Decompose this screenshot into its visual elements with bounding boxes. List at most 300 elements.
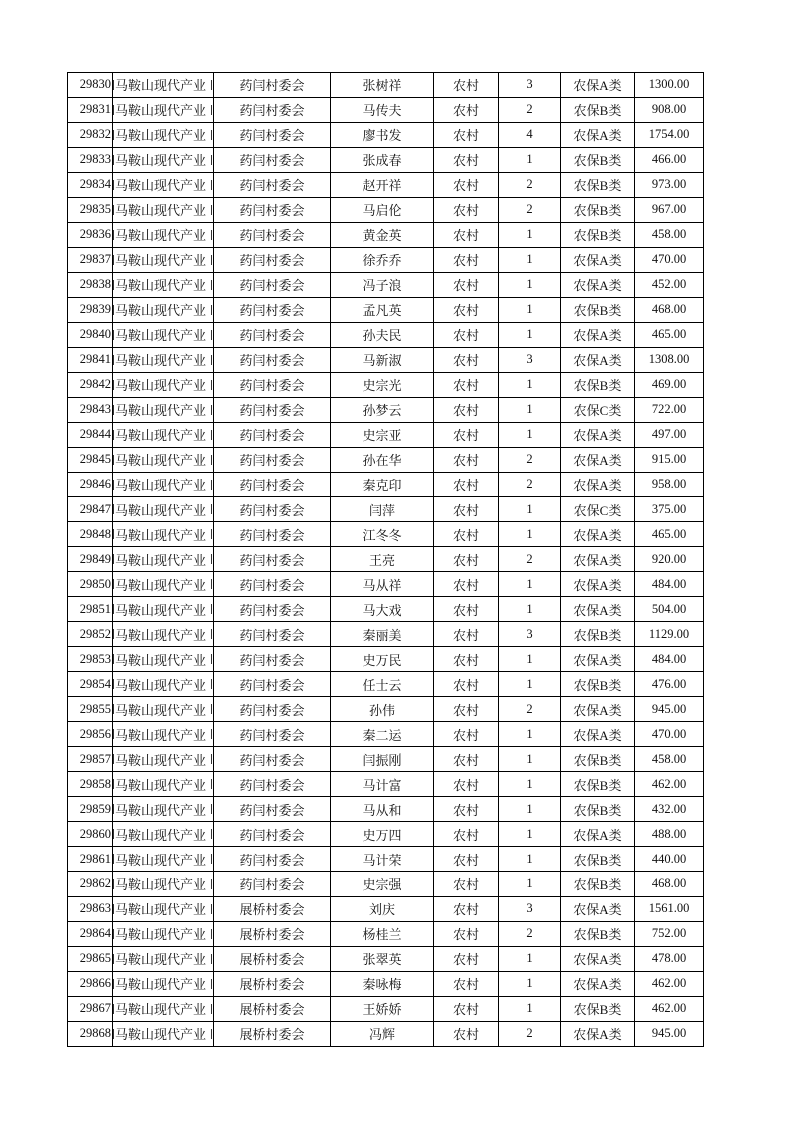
name-cell: 冯子浪: [331, 272, 434, 297]
village-cell: 药闫村委会: [214, 372, 331, 397]
amount-cell: 915.00: [635, 447, 704, 472]
org-cell: 马鞍山现代产业: [113, 222, 214, 247]
amount-cell: 967.00: [635, 197, 704, 222]
org-cell: 马鞍山现代产业: [113, 697, 214, 722]
village-cell: 药闫村委会: [214, 822, 331, 847]
table-row: [68, 247, 704, 272]
category-cell: 农保A类: [561, 647, 635, 672]
count-cell: 3: [499, 622, 561, 647]
org-cell: 马鞍山现代产业: [113, 572, 214, 597]
table-row: [68, 497, 704, 522]
area-cell: 农村: [434, 622, 499, 647]
area-cell: 农村: [434, 147, 499, 172]
name-cell: 秦咏梅: [331, 971, 434, 996]
table-row: [68, 447, 704, 472]
id-cell: 29837: [68, 247, 113, 272]
category-cell: 农保A类: [561, 697, 635, 722]
category-cell: 农保C类: [561, 397, 635, 422]
table-row: [68, 197, 704, 222]
category-cell: 农保A类: [561, 1021, 635, 1046]
area-cell: 农村: [434, 672, 499, 697]
id-cell: 29857: [68, 747, 113, 772]
name-cell: 王娇娇: [331, 996, 434, 1021]
org-cell: 马鞍山现代产业: [113, 747, 214, 772]
table-row: [68, 122, 704, 147]
amount-cell: 466.00: [635, 147, 704, 172]
village-cell: 药闫村委会: [214, 847, 331, 872]
count-cell: 1: [499, 946, 561, 971]
name-cell: 江冬冬: [331, 522, 434, 547]
org-cell: 马鞍山现代产业: [113, 172, 214, 197]
id-cell: 29848: [68, 522, 113, 547]
count-cell: 1: [499, 597, 561, 622]
area-cell: 农村: [434, 797, 499, 822]
area-cell: 农村: [434, 172, 499, 197]
category-cell: 农保B类: [561, 97, 635, 122]
category-cell: 农保B类: [561, 921, 635, 946]
id-cell: 29830: [68, 73, 113, 98]
village-cell: 药闫村委会: [214, 222, 331, 247]
org-cell: 马鞍山现代产业: [113, 996, 214, 1021]
count-cell: 1: [499, 297, 561, 322]
count-cell: 1: [499, 996, 561, 1021]
amount-cell: 470.00: [635, 722, 704, 747]
name-cell: 闫萍: [331, 497, 434, 522]
area-cell: 农村: [434, 847, 499, 872]
count-cell: 1: [499, 772, 561, 797]
category-cell: 农保A类: [561, 322, 635, 347]
org-cell: 马鞍山现代产业: [113, 622, 214, 647]
amount-cell: 920.00: [635, 547, 704, 572]
name-cell: 王亮: [331, 547, 434, 572]
amount-cell: 908.00: [635, 97, 704, 122]
table-row: [68, 347, 704, 372]
count-cell: 2: [499, 547, 561, 572]
village-cell: 展桥村委会: [214, 896, 331, 921]
count-cell: 3: [499, 73, 561, 98]
id-cell: 29849: [68, 547, 113, 572]
area-cell: 农村: [434, 397, 499, 422]
area-cell: 农村: [434, 372, 499, 397]
amount-cell: 465.00: [635, 322, 704, 347]
category-cell: 农保A类: [561, 822, 635, 847]
name-cell: 刘庆: [331, 896, 434, 921]
org-cell: 马鞍山现代产业: [113, 822, 214, 847]
area-cell: 农村: [434, 1021, 499, 1046]
id-cell: 29866: [68, 971, 113, 996]
count-cell: 1: [499, 572, 561, 597]
village-cell: 药闫村委会: [214, 522, 331, 547]
area-cell: 农村: [434, 722, 499, 747]
count-cell: 2: [499, 921, 561, 946]
name-cell: 马大戏: [331, 597, 434, 622]
area-cell: 农村: [434, 222, 499, 247]
area-cell: 农村: [434, 896, 499, 921]
category-cell: 农保A类: [561, 896, 635, 921]
name-cell: 孟凡英: [331, 297, 434, 322]
village-cell: 药闫村委会: [214, 797, 331, 822]
id-cell: 29859: [68, 797, 113, 822]
count-cell: 1: [499, 147, 561, 172]
amount-cell: 504.00: [635, 597, 704, 622]
table-row: [68, 872, 704, 897]
village-cell: 药闫村委会: [214, 73, 331, 98]
category-cell: 农保A类: [561, 447, 635, 472]
village-cell: 展桥村委会: [214, 996, 331, 1021]
area-cell: 农村: [434, 247, 499, 272]
village-cell: 药闫村委会: [214, 697, 331, 722]
area-cell: 农村: [434, 971, 499, 996]
village-cell: 药闫村委会: [214, 622, 331, 647]
name-cell: 张树祥: [331, 73, 434, 98]
org-cell: 马鞍山现代产业: [113, 946, 214, 971]
table-row: [68, 797, 704, 822]
amount-cell: 1308.00: [635, 347, 704, 372]
area-cell: 农村: [434, 73, 499, 98]
table-row: [68, 921, 704, 946]
id-cell: 29841: [68, 347, 113, 372]
category-cell: 农保B类: [561, 747, 635, 772]
name-cell: 史万四: [331, 822, 434, 847]
id-cell: 29840: [68, 322, 113, 347]
org-cell: 马鞍山现代产业: [113, 647, 214, 672]
count-cell: 3: [499, 347, 561, 372]
amount-cell: 945.00: [635, 1021, 704, 1046]
table-row: [68, 946, 704, 971]
org-cell: 马鞍山现代产业: [113, 297, 214, 322]
village-cell: 药闫村委会: [214, 772, 331, 797]
id-cell: 29845: [68, 447, 113, 472]
amount-cell: 462.00: [635, 971, 704, 996]
name-cell: 张翠英: [331, 946, 434, 971]
amount-cell: 462.00: [635, 772, 704, 797]
id-cell: 29847: [68, 497, 113, 522]
category-cell: 农保A类: [561, 522, 635, 547]
count-cell: 2: [499, 447, 561, 472]
name-cell: 马从和: [331, 797, 434, 822]
name-cell: 马启伦: [331, 197, 434, 222]
id-cell: 29855: [68, 697, 113, 722]
village-cell: 药闫村委会: [214, 722, 331, 747]
id-cell: 29867: [68, 996, 113, 1021]
count-cell: 1: [499, 872, 561, 897]
id-cell: 29839: [68, 297, 113, 322]
count-cell: 1: [499, 847, 561, 872]
amount-cell: 469.00: [635, 372, 704, 397]
count-cell: 1: [499, 971, 561, 996]
village-cell: 药闫村委会: [214, 472, 331, 497]
count-cell: 1: [499, 247, 561, 272]
village-cell: 药闫村委会: [214, 122, 331, 147]
amount-cell: 945.00: [635, 697, 704, 722]
org-cell: 马鞍山现代产业: [113, 847, 214, 872]
count-cell: 1: [499, 322, 561, 347]
count-cell: 2: [499, 697, 561, 722]
org-cell: 马鞍山现代产业: [113, 772, 214, 797]
amount-cell: 452.00: [635, 272, 704, 297]
village-cell: 药闫村委会: [214, 172, 331, 197]
name-cell: 秦克印: [331, 472, 434, 497]
count-cell: 2: [499, 97, 561, 122]
amount-cell: 468.00: [635, 872, 704, 897]
amount-cell: 722.00: [635, 397, 704, 422]
count-cell: 1: [499, 747, 561, 772]
category-cell: 农保A类: [561, 472, 635, 497]
village-cell: 药闫村委会: [214, 497, 331, 522]
amount-cell: 462.00: [635, 996, 704, 1021]
org-cell: 马鞍山现代产业: [113, 872, 214, 897]
table-row: [68, 847, 704, 872]
table-row: [68, 772, 704, 797]
amount-cell: 1129.00: [635, 622, 704, 647]
category-cell: 农保A类: [561, 597, 635, 622]
count-cell: 1: [499, 497, 561, 522]
area-cell: 农村: [434, 772, 499, 797]
category-cell: 农保B类: [561, 872, 635, 897]
org-cell: 马鞍山现代产业: [113, 422, 214, 447]
id-cell: 29861: [68, 847, 113, 872]
count-cell: 4: [499, 122, 561, 147]
village-cell: 药闫村委会: [214, 747, 331, 772]
name-cell: 秦二运: [331, 722, 434, 747]
id-cell: 29838: [68, 272, 113, 297]
table-row: [68, 971, 704, 996]
id-cell: 29856: [68, 722, 113, 747]
category-cell: 农保B类: [561, 672, 635, 697]
org-cell: 马鞍山现代产业: [113, 1021, 214, 1046]
org-cell: 马鞍山现代产业: [113, 122, 214, 147]
name-cell: 史宗光: [331, 372, 434, 397]
amount-cell: 458.00: [635, 747, 704, 772]
category-cell: 农保A类: [561, 547, 635, 572]
amount-cell: 478.00: [635, 946, 704, 971]
area-cell: 农村: [434, 497, 499, 522]
name-cell: 孙夫民: [331, 322, 434, 347]
table-row: [68, 747, 704, 772]
table-row: [68, 422, 704, 447]
table-row: [68, 647, 704, 672]
table-row: [68, 472, 704, 497]
category-cell: 农保A类: [561, 247, 635, 272]
amount-cell: 465.00: [635, 522, 704, 547]
name-cell: 马计富: [331, 772, 434, 797]
id-cell: 29854: [68, 672, 113, 697]
name-cell: 马计荣: [331, 847, 434, 872]
count-cell: 1: [499, 822, 561, 847]
village-cell: 药闫村委会: [214, 247, 331, 272]
table-row: [68, 172, 704, 197]
count-cell: 1: [499, 222, 561, 247]
village-cell: 药闫村委会: [214, 347, 331, 372]
area-cell: 农村: [434, 921, 499, 946]
name-cell: 赵开祥: [331, 172, 434, 197]
village-cell: 药闫村委会: [214, 547, 331, 572]
amount-cell: 476.00: [635, 672, 704, 697]
area-cell: 农村: [434, 122, 499, 147]
category-cell: 农保A类: [561, 572, 635, 597]
area-cell: 农村: [434, 597, 499, 622]
area-cell: 农村: [434, 522, 499, 547]
area-cell: 农村: [434, 322, 499, 347]
amount-cell: 458.00: [635, 222, 704, 247]
village-cell: 药闫村委会: [214, 272, 331, 297]
org-cell: 马鞍山现代产业: [113, 197, 214, 222]
amount-cell: 1300.00: [635, 73, 704, 98]
id-cell: 29864: [68, 921, 113, 946]
village-cell: 药闫村委会: [214, 672, 331, 697]
id-cell: 29868: [68, 1021, 113, 1046]
area-cell: 农村: [434, 422, 499, 447]
area-cell: 农村: [434, 996, 499, 1021]
table-row: [68, 297, 704, 322]
category-cell: 农保B类: [561, 197, 635, 222]
village-cell: 药闫村委会: [214, 447, 331, 472]
amount-cell: 432.00: [635, 797, 704, 822]
table-row: [68, 147, 704, 172]
name-cell: 孙伟: [331, 697, 434, 722]
village-cell: 药闫村委会: [214, 872, 331, 897]
category-cell: 农保A类: [561, 347, 635, 372]
org-cell: 马鞍山现代产业: [113, 147, 214, 172]
table-row: [68, 372, 704, 397]
amount-cell: 470.00: [635, 247, 704, 272]
village-cell: 药闫村委会: [214, 297, 331, 322]
id-cell: 29843: [68, 397, 113, 422]
village-cell: 药闫村委会: [214, 647, 331, 672]
org-cell: 马鞍山现代产业: [113, 397, 214, 422]
id-cell: 29852: [68, 622, 113, 647]
category-cell: 农保B类: [561, 622, 635, 647]
org-cell: 马鞍山现代产业: [113, 347, 214, 372]
village-cell: 展桥村委会: [214, 921, 331, 946]
category-cell: 农保A类: [561, 122, 635, 147]
count-cell: 2: [499, 1021, 561, 1046]
area-cell: 农村: [434, 447, 499, 472]
org-cell: 马鞍山现代产业: [113, 597, 214, 622]
table-row: [68, 572, 704, 597]
village-cell: 药闫村委会: [214, 197, 331, 222]
name-cell: 张成春: [331, 147, 434, 172]
count-cell: 1: [499, 522, 561, 547]
name-cell: 马从祥: [331, 572, 434, 597]
count-cell: 1: [499, 397, 561, 422]
area-cell: 农村: [434, 822, 499, 847]
count-cell: 2: [499, 472, 561, 497]
table-row: [68, 896, 704, 921]
name-cell: 马新淑: [331, 347, 434, 372]
org-cell: 马鞍山现代产业: [113, 372, 214, 397]
table-row: [68, 822, 704, 847]
area-cell: 农村: [434, 697, 499, 722]
category-cell: 农保B类: [561, 797, 635, 822]
category-cell: 农保A类: [561, 272, 635, 297]
count-cell: 1: [499, 647, 561, 672]
amount-cell: 497.00: [635, 422, 704, 447]
org-cell: 马鞍山现代产业: [113, 896, 214, 921]
org-cell: 马鞍山现代产业: [113, 921, 214, 946]
name-cell: 马传夫: [331, 97, 434, 122]
count-cell: 1: [499, 672, 561, 697]
table-row: [68, 73, 704, 98]
org-cell: 马鞍山现代产业: [113, 272, 214, 297]
count-cell: 2: [499, 197, 561, 222]
org-cell: 马鞍山现代产业: [113, 447, 214, 472]
org-cell: 马鞍山现代产业: [113, 322, 214, 347]
name-cell: 徐乔乔: [331, 247, 434, 272]
name-cell: 杨桂兰: [331, 921, 434, 946]
amount-cell: 468.00: [635, 297, 704, 322]
id-cell: 29831: [68, 97, 113, 122]
area-cell: 农村: [434, 272, 499, 297]
area-cell: 农村: [434, 547, 499, 572]
amount-cell: 440.00: [635, 847, 704, 872]
name-cell: 孙梦云: [331, 397, 434, 422]
category-cell: 农保A类: [561, 971, 635, 996]
amount-cell: 1561.00: [635, 896, 704, 921]
name-cell: 廖书发: [331, 122, 434, 147]
table-row: [68, 622, 704, 647]
amount-cell: 484.00: [635, 572, 704, 597]
village-cell: 药闫村委会: [214, 147, 331, 172]
table-row: [68, 547, 704, 572]
table-row: [68, 97, 704, 122]
table-row: [68, 672, 704, 697]
amount-cell: 752.00: [635, 921, 704, 946]
id-cell: 29844: [68, 422, 113, 447]
name-cell: 冯辉: [331, 1021, 434, 1046]
village-cell: 药闫村委会: [214, 322, 331, 347]
table-row: [68, 322, 704, 347]
org-cell: 马鞍山现代产业: [113, 797, 214, 822]
name-cell: 闫振刚: [331, 747, 434, 772]
category-cell: 农保B类: [561, 172, 635, 197]
table-row: [68, 522, 704, 547]
name-cell: 黄金英: [331, 222, 434, 247]
village-cell: 展桥村委会: [214, 946, 331, 971]
name-cell: 史万民: [331, 647, 434, 672]
name-cell: 秦丽美: [331, 622, 434, 647]
id-cell: 29863: [68, 896, 113, 921]
village-cell: 药闫村委会: [214, 97, 331, 122]
category-cell: 农保A类: [561, 73, 635, 98]
name-cell: 任士云: [331, 672, 434, 697]
area-cell: 农村: [434, 872, 499, 897]
org-cell: 马鞍山现代产业: [113, 73, 214, 98]
org-cell: 马鞍山现代产业: [113, 722, 214, 747]
org-cell: 马鞍山现代产业: [113, 672, 214, 697]
org-cell: 马鞍山现代产业: [113, 97, 214, 122]
table-row: [68, 996, 704, 1021]
count-cell: 1: [499, 422, 561, 447]
table-row: [68, 272, 704, 297]
area-cell: 农村: [434, 472, 499, 497]
category-cell: 农保A类: [561, 946, 635, 971]
amount-cell: 488.00: [635, 822, 704, 847]
org-cell: 马鞍山现代产业: [113, 547, 214, 572]
id-cell: 29836: [68, 222, 113, 247]
org-cell: 马鞍山现代产业: [113, 247, 214, 272]
village-cell: 药闫村委会: [214, 422, 331, 447]
category-cell: 农保B类: [561, 772, 635, 797]
id-cell: 29858: [68, 772, 113, 797]
category-cell: 农保A类: [561, 722, 635, 747]
area-cell: 农村: [434, 297, 499, 322]
count-cell: 1: [499, 797, 561, 822]
category-cell: 农保B类: [561, 222, 635, 247]
category-cell: 农保B类: [561, 372, 635, 397]
area-cell: 农村: [434, 747, 499, 772]
id-cell: 29842: [68, 372, 113, 397]
